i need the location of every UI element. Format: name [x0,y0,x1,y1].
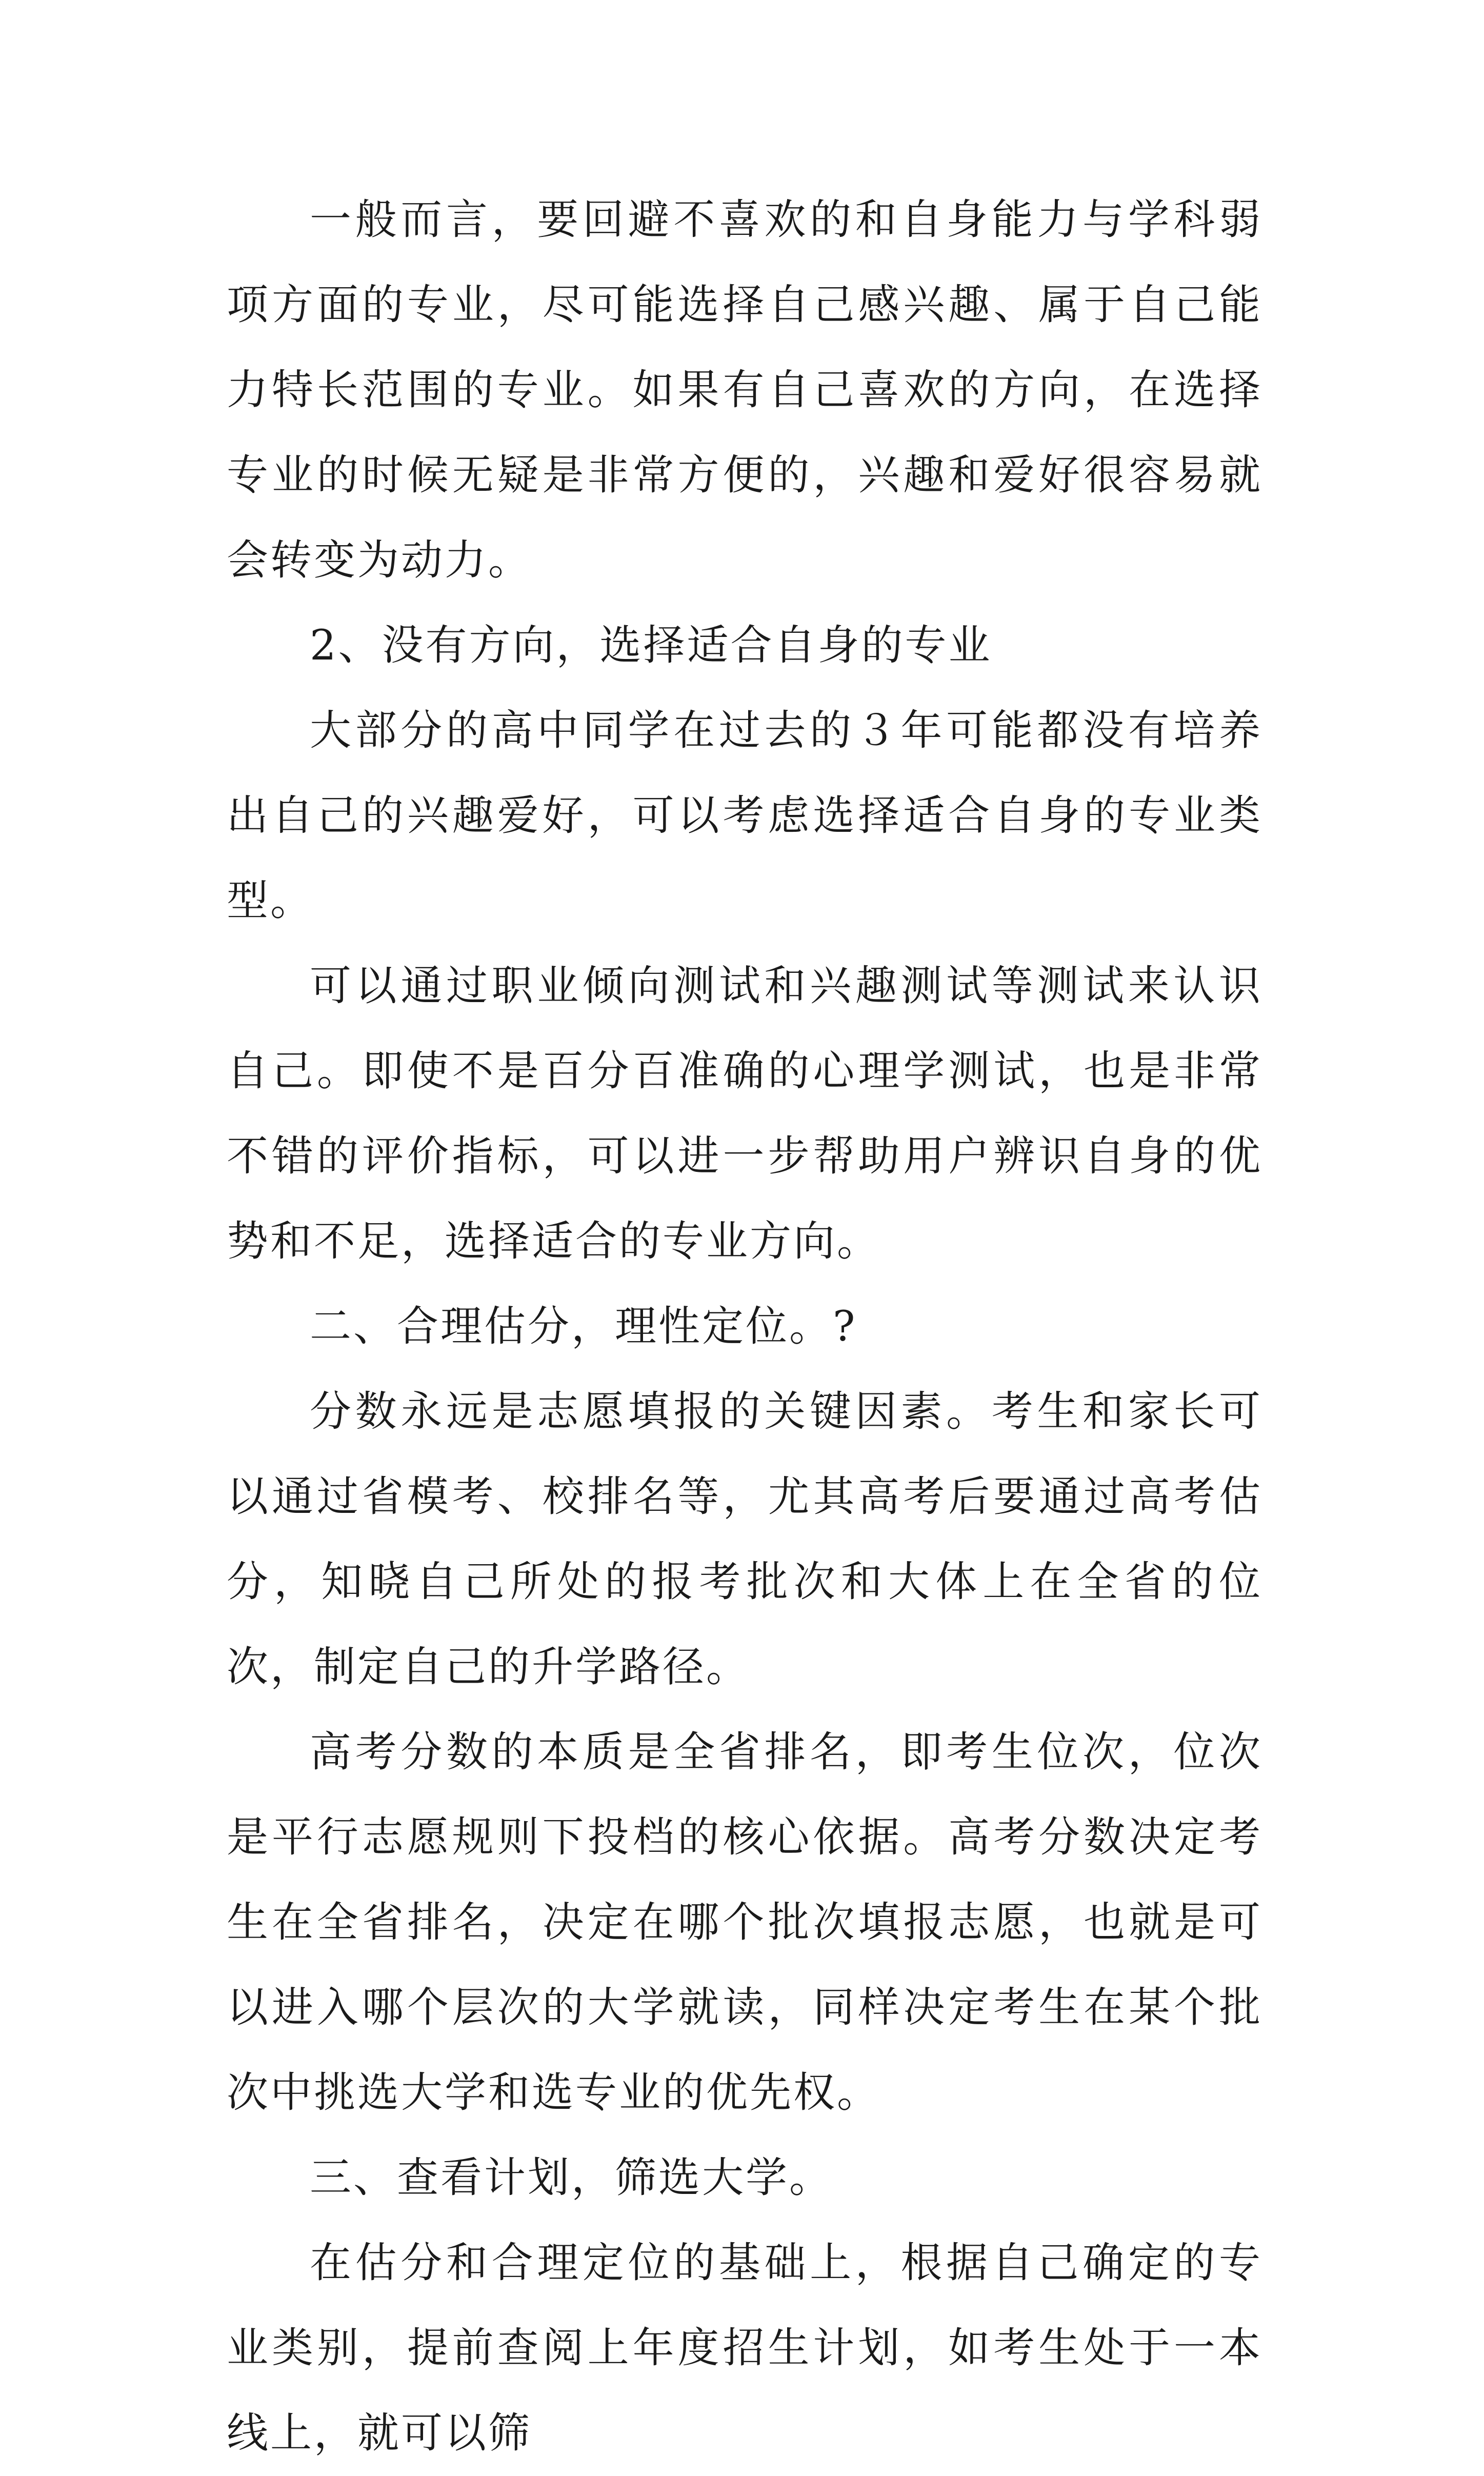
heading-no-direction: 2、没有方向，选择适合自身的专业 [310,622,992,670]
document-body [227,177,1262,2476]
paragraph-review-enrollment-plan: 在估分和合理定位的基础上，根据自己确定的专业类别，提前查阅上年度招生计划，如考生处于一本线上，就可以筛 [227,2239,1262,2458]
paragraph-most-students: 大部分的高中同学在过去的３年可能都没有培养出自己的兴趣爱好，可以考虑选择适合自身的专业类型。 [227,707,1262,925]
paragraph-aptitude-tests: 可以通过职业倾向测试和兴趣测试等测试来认识自己。即使不是百分百准确的心理学测试，也是非常不错的评价指标，可以进一步帮助用户辨识自身的优势和不足，选择适合的专业方向。 [227,962,1262,1266]
paragraph-score-key-factor: 分数永远是志愿填报的关键因素。考生和家长可以通过省模考、校排名等，尤其高考后要通过高考估分，知晓自己所处的报考批次和大体上在全省的位次，制定自己的升学路径。 [227,1388,1262,1691]
paragraph-score-ranking: 高考分数的本质是全省排名，即考生位次，位次是平行志愿规则下投档的核心依据。高考分数决定考生在全省排名，决定在哪个批次填报志愿，也就是可以进入哪个层次的大学就读，同样决定考生在某个批次中挑选大学和选专业的优先权。 [227,1728,1262,2117]
paragraph-interest-advice: 一般而言，要回避不喜欢的和自身能力与学科弱项方面的专业，尽可能选择自己感兴趣、属于自己能力特长范围的专业。如果有自己喜欢的方向，在选择专业的时候无疑是非常方便的，兴趣和爱好很容易就会转变为动力。 [227,196,1262,585]
heading-check-plans: 三、查看计划，筛选大学。 [310,2154,833,2202]
heading-estimate-score: 二、合理估分，理性定位。? [310,1303,857,1351]
